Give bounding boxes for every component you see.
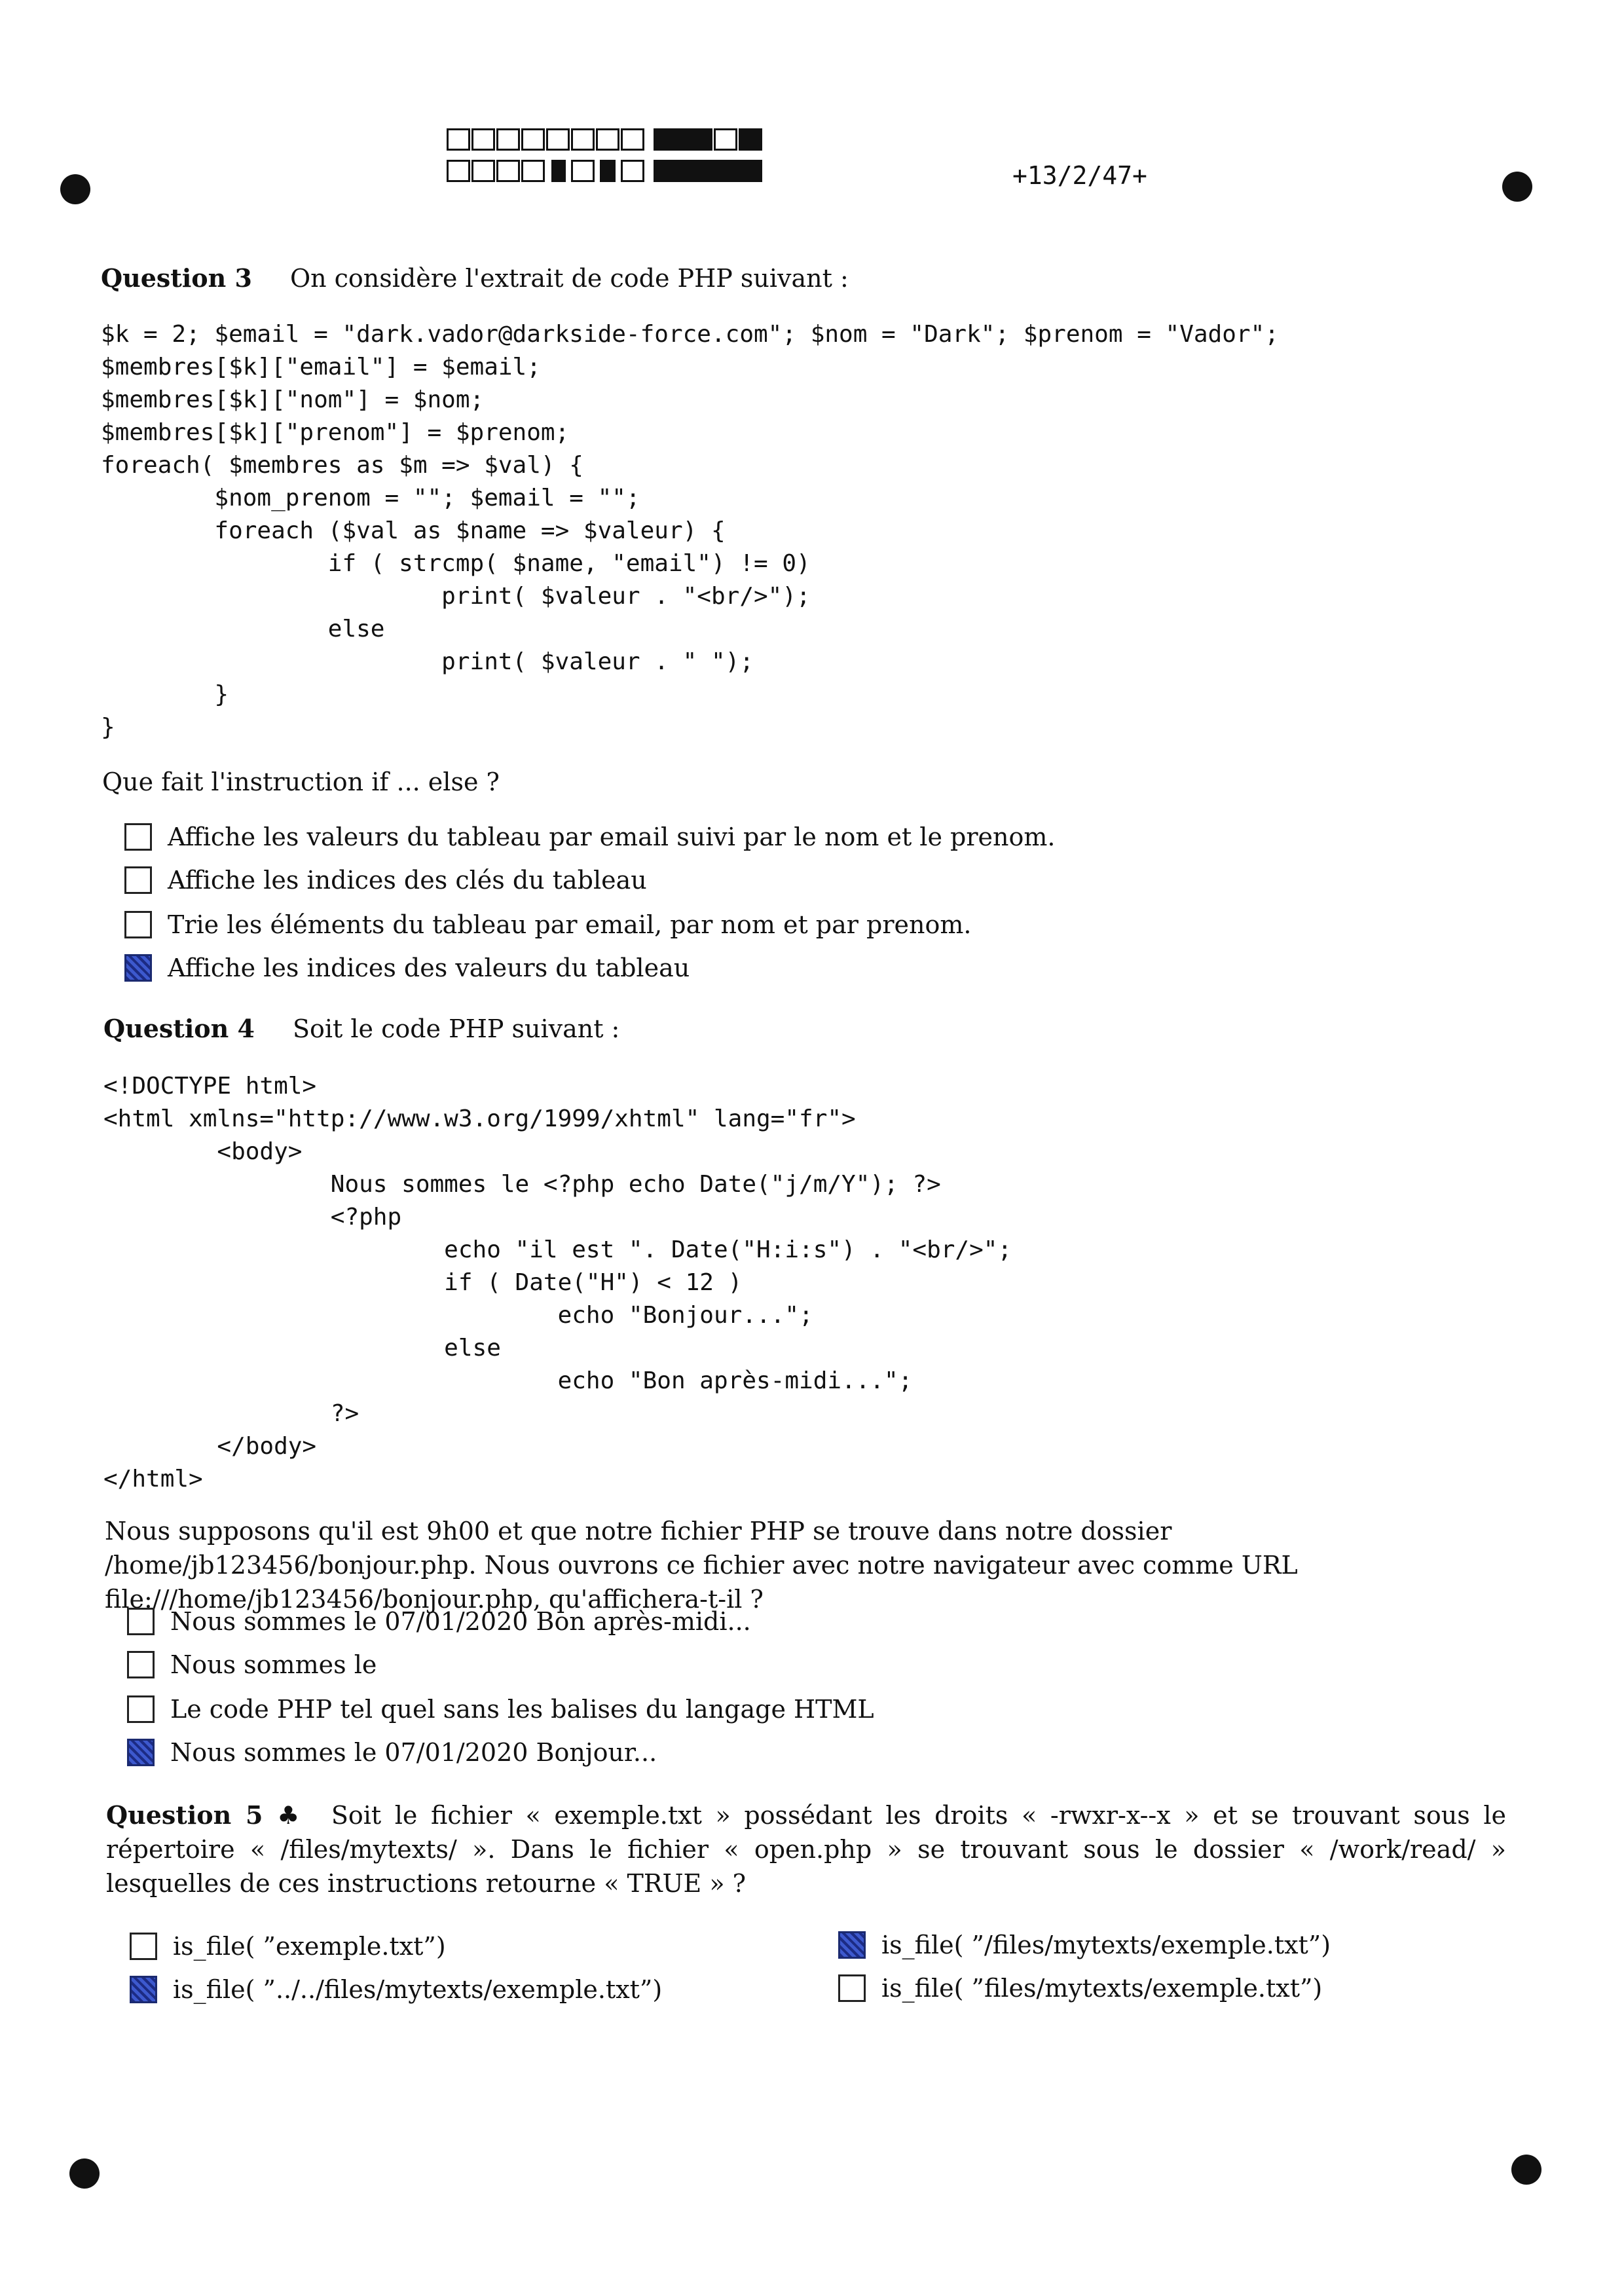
checked-checkbox-icon[interactable]: [124, 954, 152, 982]
option-label: Nous sommes le 07/01/2020 Bonjour...: [170, 1738, 657, 1767]
question-text: Nous supposons qu'il est 9h00 et que notre fichier PHP se trouve dans notre dossier /home/jb123456/bonjour.php. Nous ouvrons ce fichier avec notre navigateur avec comme URL file:///home/jb123456/bonjour.php, qu'affichera-t-il ?: [105, 1517, 1298, 1614]
answer-option[interactable]: [130, 1929, 446, 1963]
code-block: $k = 2; $email = "dark.vador@darkside-force.com"; $nom = "Dark"; $prenom = "Vador"; $membres[$k]["email"] = $email; $membres[$k]["nom"] = $nom; $membres[$k]["prenom"] = $prenom; foreach( $membres as $m => $val) { $nom_prenom = ""; $email = ""; foreach ($val as $name => $valeur) { if ( strcmp( $name, "email") != 0) print( $valeur . "<br/>"); else print( $valeur . " "); } }: [101, 321, 1279, 741]
checkbox-icon[interactable]: [127, 1651, 155, 1678]
question-label: Question 3: [101, 263, 252, 293]
checkbox-icon[interactable]: [127, 1695, 155, 1723]
question-prompt: On considère l'extrait de code PHP suivant :: [289, 264, 849, 293]
option-label: is_file( ”files/mytexts/exemple.txt”): [881, 1974, 1323, 2003]
option-label: Affiche les indices des valeurs du tableau: [168, 954, 690, 982]
checkbox-icon[interactable]: [838, 1974, 866, 2002]
checked-checkbox-icon[interactable]: [838, 1931, 866, 1959]
registration-mark-bottom-left: [69, 2158, 100, 2189]
answer-option[interactable]: [124, 863, 647, 897]
option-label: Affiche les indices des clés du tableau: [168, 866, 647, 895]
option-label: is_file( ”/files/mytexts/exemple.txt”): [881, 1931, 1331, 1959]
question-text: Que fait l'instruction if ... else ?: [102, 768, 500, 796]
answer-option[interactable]: [124, 908, 971, 942]
option-label: is_file( ”exemple.txt”): [173, 1932, 446, 1961]
answer-option[interactable]: [127, 1735, 657, 1769]
question-5-header: [106, 1798, 1506, 1900]
registration-mark-top-left: [60, 174, 90, 204]
answer-option[interactable]: [838, 1928, 1331, 1962]
checkbox-icon[interactable]: [124, 866, 152, 894]
checked-checkbox-icon[interactable]: [127, 1739, 155, 1766]
answer-option[interactable]: [124, 820, 1055, 854]
option-label: is_file( ”../../files/mytexts/exemple.txt”): [173, 1975, 663, 2004]
option-label: Affiche les valeurs du tableau par email suivi par le nom et le prenom.: [168, 823, 1056, 851]
registration-mark-bottom-right: [1511, 2155, 1541, 2185]
checkbox-icon[interactable]: [130, 1933, 157, 1960]
checkbox-icon[interactable]: [127, 1608, 155, 1635]
checkbox-icon[interactable]: [124, 911, 152, 938]
option-label: Nous sommes le: [170, 1650, 377, 1679]
checked-checkbox-icon[interactable]: [130, 1976, 157, 2003]
answer-option[interactable]: [127, 1648, 377, 1682]
registration-mark-top-right: [1502, 172, 1532, 202]
question-label: Question 5 ♣: [106, 1800, 305, 1830]
option-label: Trie les éléments du tableau par email, par nom et par prenom.: [168, 910, 972, 939]
answer-option[interactable]: [127, 1604, 751, 1639]
checkbox-icon[interactable]: [124, 823, 152, 851]
answer-option[interactable]: [124, 951, 690, 985]
option-label: Nous sommes le 07/01/2020 Bon après-midi...: [170, 1607, 751, 1636]
answer-option[interactable]: [130, 1972, 662, 2007]
question-4-header: [103, 1014, 619, 1043]
question-3-header: [101, 263, 849, 293]
question-prompt: Soit le fichier « exemple.txt » possédant les droits « -rwxr-x--x » et se trouvant sous le répertoire « /files/mytexts/ ». Dans le fichier « open.php » se trouvant sous le dossier « /work/read/ » lesquelles de ces instructions retourne « TRUE » ?: [106, 1801, 1506, 1898]
option-label: Le code PHP tel quel sans les balises du langage HTML: [170, 1695, 874, 1724]
question-prompt: Soit le code PHP suivant :: [292, 1014, 620, 1043]
sheet-code: +13/2/47+: [1012, 161, 1147, 190]
answer-option[interactable]: [127, 1692, 874, 1726]
code-block: <!DOCTYPE html> <html xmlns="http://www.w3.org/1999/xhtml" lang="fr"> <body> Nous sommes le <?php echo Date("j/m/Y"); ?> <?php echo "il est ". Date("H:i:s") . "<br/>"; if ( Date("H") < 12 ) echo "Bonjour..."; else echo "Bon après-midi..."; ?> </body> </html>: [103, 1073, 1012, 1492]
question-label: Question 4: [103, 1014, 255, 1043]
answer-option[interactable]: [838, 1971, 1322, 2005]
